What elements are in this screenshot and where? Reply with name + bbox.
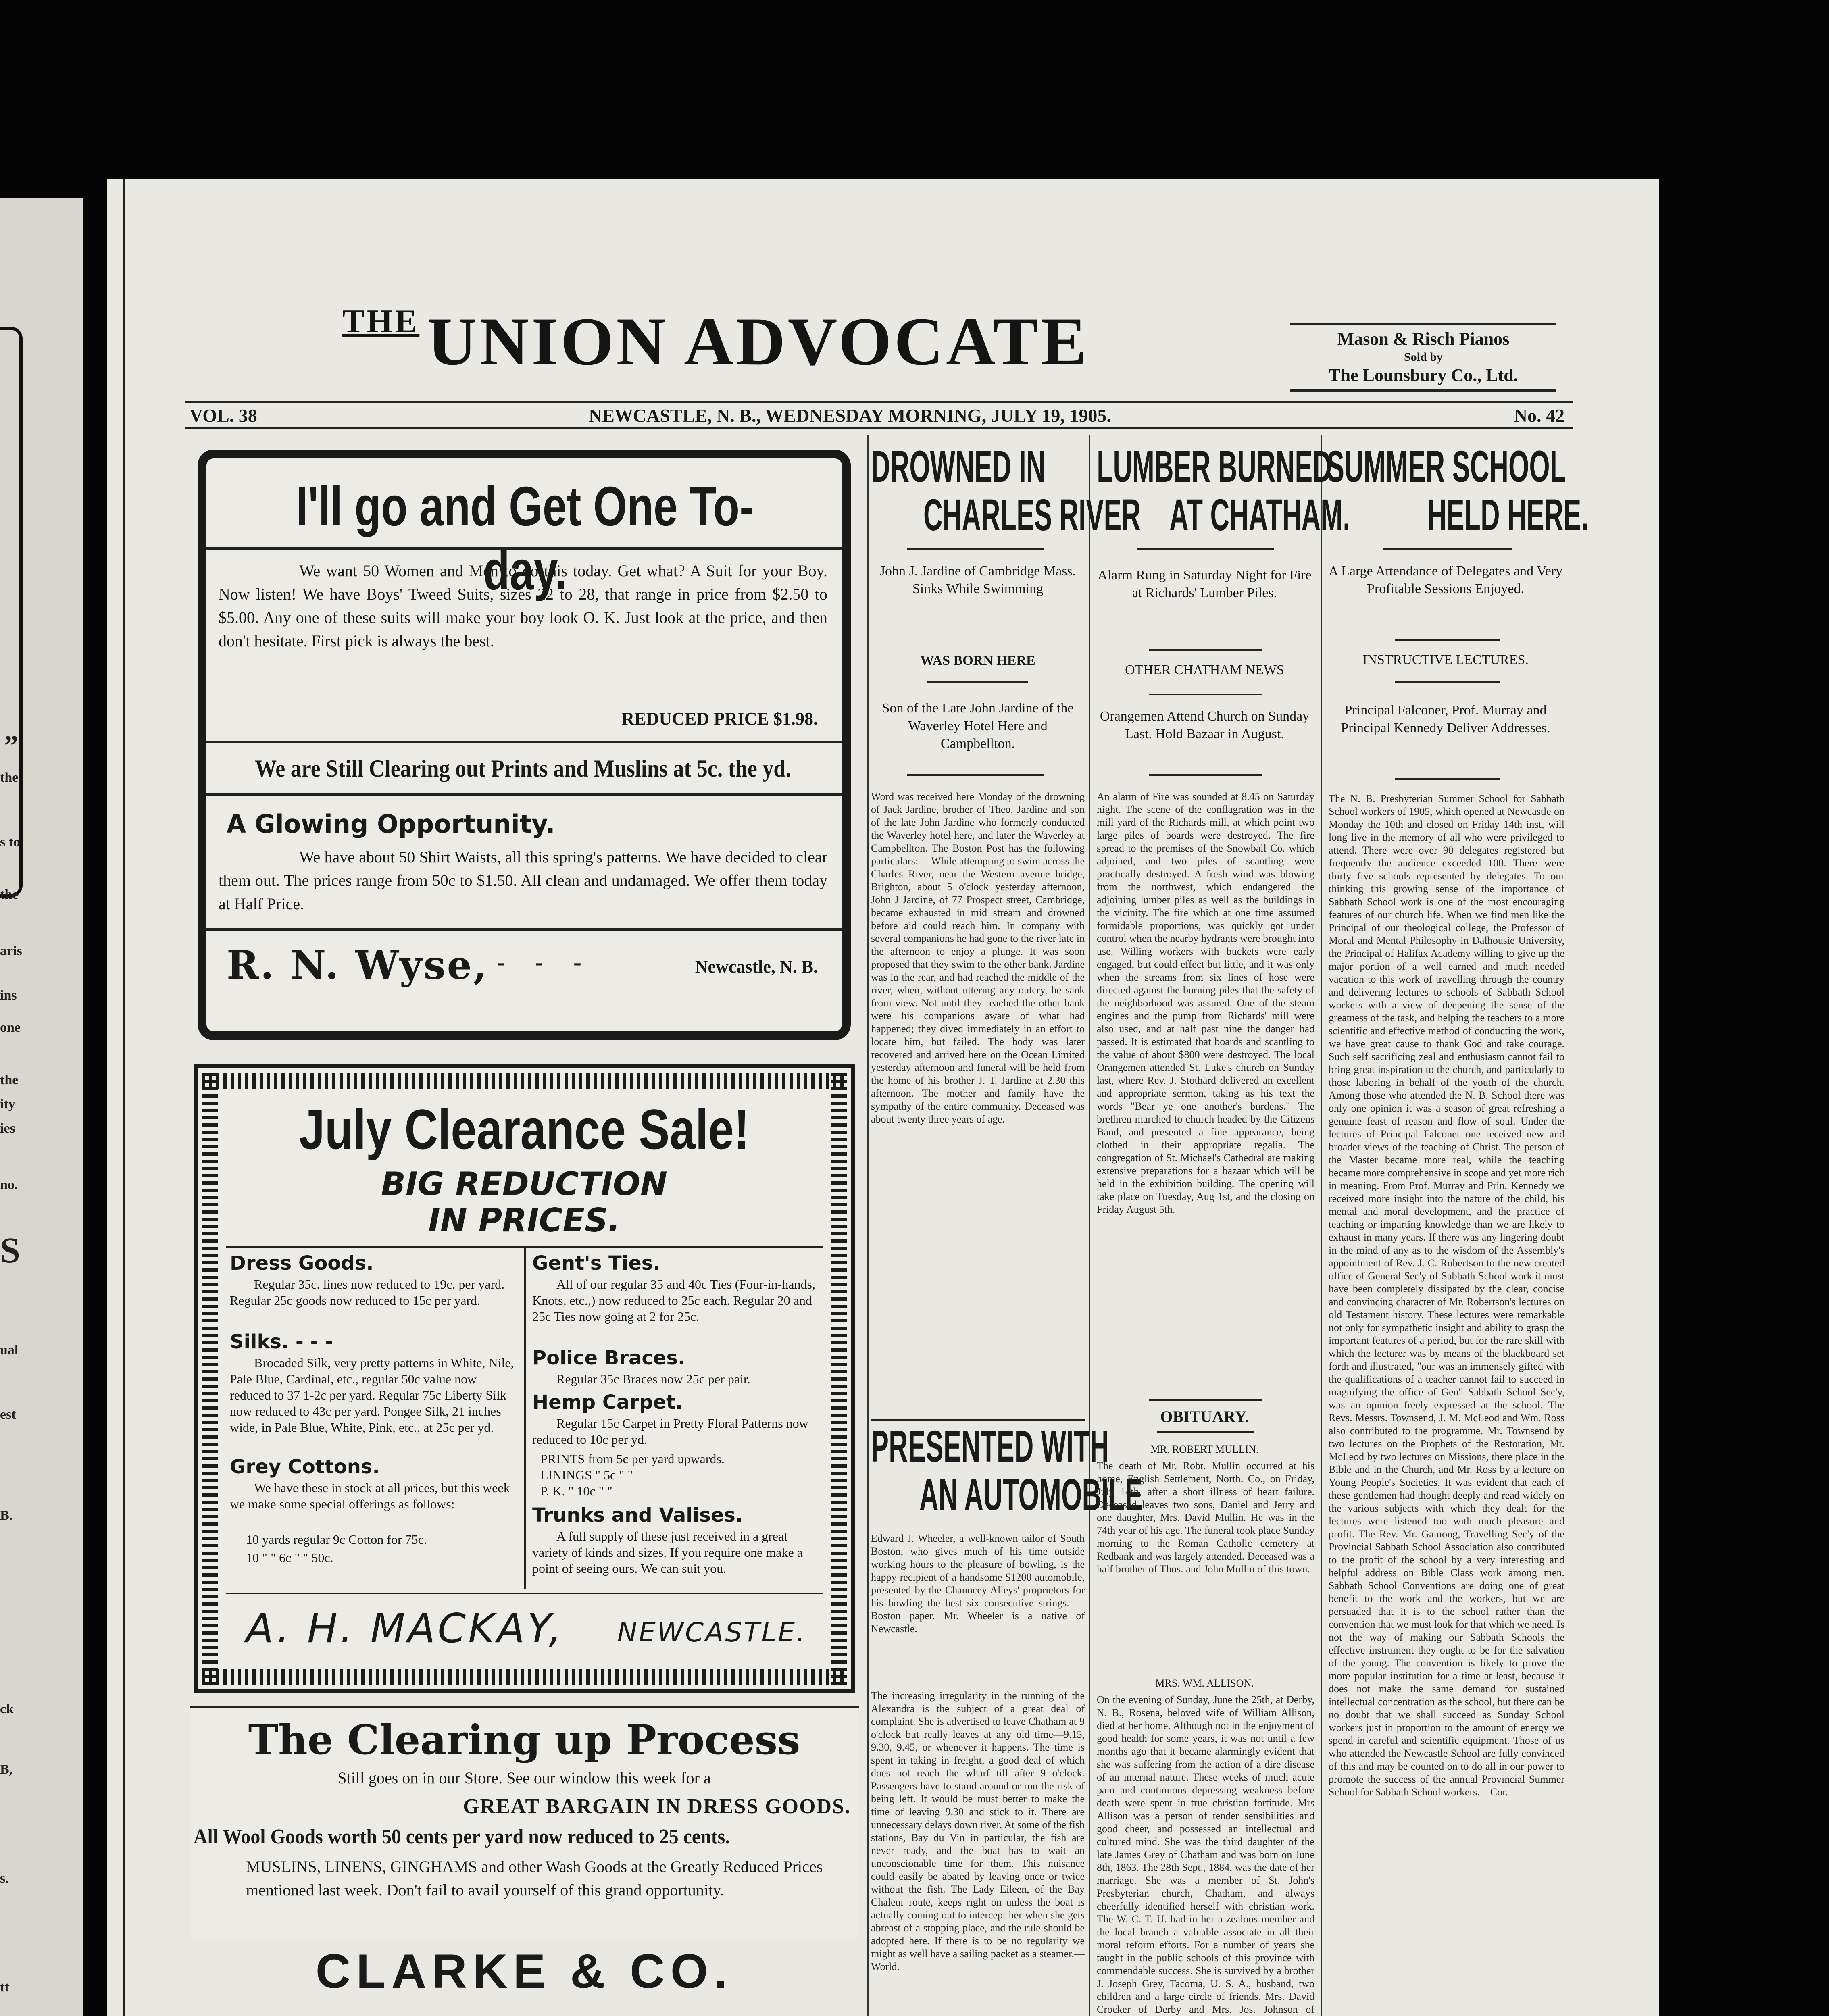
col3-body: The N. B. Presbyterian Summer School for Sabbath School workers of 1905, which opened at Newcastle on Monday the 10th and closed on Friday 14th inst, will long live in the memory of all who were privileged to attend. There were over 90 delegates registered but frequently the audience exceeded 100. There were thirty five schools represented by delegates. To our thinking this growing sense of the importance of Sabbath School work is one of the most encouraging features of our church life. When we find men like the Principal of our theological college, the Professor of Moral and Mental Philosophy in Dalhousie University, the Principal of Halifax Academy willing to give up the major portion of a well earned and much needed vacation to this work of travelling through the country and delivering lectures to schools of Sabbath School workers with a view of deepening the sense of the greatness of the task, and helping the teachers to a more scientific and effective method of conducting the work, we have great cause to thank God and take courage. Such self sacrificing zeal and enthusiasm cannot fail to bring great inspiration to the church, and particularly to those laboring in behalf of the youth of the church. Among those who attended the N. B. School there was only one opinion it was a season of great refreshing a genuine feast of reason and flow of soul. Under the lectures of Principal Falconer one received new and broader views of the teaching of Christ. The person of the Master became more real, while the teaching became more comprehensive in scope and yet more rich in meaning. From Prof. Murray and Prin. Kennedy we received more insight into the nature of the child, his mental and moral development, and the practice of teaching or imparting knowledge than we are likely to exhaust in many years. If there was any lingering doubt in the mind of any as to the wisdom of the Assembly's appointment of Rev. J. C. Robertson to the new created office of General Sec'y of Sabbath School work it must have been completely dissipated by the clear, concise and convincing character of Mr. Robertson's lectures on old Testament history. These lectures were remarkable not only for sympathetic insight and ability to grasp the important features of a period, but for the rare skill with which the lecturer was by means of the blackboard set forth and illustrated, "our was an immensely gifted with the qualifications of a teacher cannot fail to succeed in magnifying the office of Gen'l Sabbath School Sec'y, was an opinion freely expressed at the school. The Revs. Messrs. Townsend, J. M. McLeod and Wm. Ross also contributed to the programme. Mr. Townsend by two lectures on the Prophets of the Restoration, Mr. McLeod by two lectures on Missions, there place in the Bible and in the Church, and Mr. Ross by a lecture on Young People's Societies. It was evident that each of these gentlemen had thought deeply and read widely on the various subjects with which they dealt for the lectures were listened too with much pleasure and profit. The Rev. Mr. Gamong, Travelling Sec'y of the Provincial Sabbath School Association also contributed to the profit of the school by a very interesting and helpful address on Bible Class work among men. Sabbath School Conventions are doing one of great benefit to the work and the workers, but we are persuaded that it is to the school rather than the convention that we must look for that which we need. Is not the way of making our Sabbath Schools the effective instrument they ought to be for the salvation of the young. The convention is likely to prove the more popular institution for a time at least, because it does not make the same demand for sustained intellectual concentration as the school, but there can be no doubt that we shall succeed as Sunday School workers just in proportion to the amount of energy we spend in careful and scientific equipment. Those of us who attended the Newcastle School are fully convinced of this and may be counted on to do all in our power to promote the success of the annual Provincial Summer School for Sabbath School workers.—Cor. — [1329, 793, 1564, 1798]
divider — [1395, 778, 1500, 780]
col1-body: Word was received here Monday of the drowning of Jack Jardine, brother of Theo. Jardine and son of the late John Jardine who formerly conducted the Waverley hotel here, and later the Waverley at Campbellton. The Boston Post has the following particulars:— While attempting to swim across the Charles River, near the Western avenue bridge, Brighton, about 5 o'clock yesterday afternoon, John J Jardine, of 77 Prospect street, Cambridge, became exhausted in mid stream and drowned before aid could reach him. In company with several companions he had gone to the river late in the afternoon to enjoy a plunge. It was soon proposed that they swim to the other bank. Jardine was in the rear, and had reached the middle of the river, when, without uttering any outcry, he sank from view. Not until they reached the other bank were his companions aware of what had happened; they dived immediately in an effort to locate him, but failed. The body was later recovered and arrived here on the Ocean Limited yesterday afternoon and funeral will be held from the home of his brother J. T. Jardine at 2.30 this afternoon. The mother and family have the sympathy of the entire community. Deceased was about twenty three years of age. — [871, 791, 1085, 1125]
col2-head-2: AT CHATHAM. — [1169, 490, 1350, 540]
dress-goods-body: Regular 35c. lines now reduced to 19c. per yard. Regular 25c goods now reduced to 15c per yard. — [230, 1277, 505, 1308]
edge-fragment: the — [0, 770, 19, 785]
col3-head-1: SUMMER SCHOOL — [1327, 442, 1566, 492]
hemp-body: Regular 15c Carpet in Pretty Floral Patterns now reduced to 10c per yd. — [532, 1416, 808, 1447]
ornamental-border — [202, 1073, 847, 1089]
divider — [1383, 548, 1512, 550]
mackay-ad — [194, 1064, 855, 1693]
col2-head-1: LUMBER BURNED — [1097, 442, 1332, 492]
edge-fragment: ck — [0, 1702, 14, 1716]
hemp-head: Hemp Carpet. — [532, 1391, 683, 1414]
edge-fragment: ins — [0, 988, 17, 1003]
mackay-sub-2: IN PRICES. — [428, 1202, 620, 1239]
clarke-line-4: MUSLINS, LINENS, GINGHAMS and other Wash Goods at the Greatly Reduced Prices mentioned last week. Don't fail to avail yourself of this grand opportunity. — [246, 1858, 823, 1899]
wyse-opportunity-head: A Glowing Opportunity. — [227, 809, 555, 839]
edge-fragment: est — [0, 1407, 16, 1422]
volume: VOL. 38 — [190, 405, 257, 426]
trunks-body: A full supply of these just received in a great variety of kinds and sizes. If you require one make a point of seeing ours. We can suit you. — [532, 1529, 803, 1576]
wyse-clearing: We are Still Clearing out Prints and Muslins at 5c. the yd. — [255, 755, 791, 782]
pk-line: P. K. " 10c " " — [540, 1484, 612, 1498]
divider — [206, 793, 842, 796]
wyse-town: Newcastle, N. B. — [695, 957, 818, 977]
divider — [1149, 694, 1262, 695]
masthead-the: THE — [342, 303, 420, 339]
place-date: NEWCASTLE, N. B., WEDNESDAY MORNING, JULY 19, 1905. — [589, 405, 1111, 426]
prints-line: PRINTS from 5c per yard upwards. — [540, 1452, 725, 1466]
col2-deck-1: Alarm Rung in Saturday Night for Fire at Richards' Lumber Piles. — [1098, 568, 1312, 600]
clarke-firm: CLARKE & CO. — [315, 1944, 733, 1998]
divider — [226, 1593, 823, 1594]
col3-deck-3: Principal Falconer, Prof. Murray and Principal Kennedy Deliver Addresses. — [1341, 703, 1550, 735]
col2-body: An alarm of Fire was sounded at 8.45 on Saturday night. The scene of the conflagration was in the mill yard of the Richards mill, at which point two large piles of boards were destroyed. The fire spread to the premises of the Snowball Co. which adjoined, and two piles of scantling were practically destroyed. A fresh wind was blowing from the northwest, which endangered the adjoining lumber piles as well as the buildings in the vicinity. The fire which at one time assumed formidable proportions, was quickly got under control when the nearby hydrants were brought into use. Willing workers with buckets were early engaged, but could effect but little, and it was only when the streams from six lines of hose were directed against the burning piles that the safety of the neighborhood was assured. One of the steam engines and the pump from Richards' mill were also used, and at half past nine the danger had passed. It is estimated that boards and scantling to the value of about $800 were destroyed. The local Orangemen attended St. Luke's church on Sunday last, where Rev. J. Stothard delivered an excellent and appropriate sermon, taking as his text the words "Bear ye one another's burdens." The brethren marched to church headed by the Citizens Band, and presented a fine appearance, being clothed in their appropriate regalia. The congregation of St. Michael's Cathedral are making extensive preparations for a bazaar which will be held in the exhibition building. The opening will take place on Tuesday, Aug 1st, and the closing on Friday August 5th. — [1097, 791, 1314, 1215]
piano-ad — [1290, 323, 1556, 392]
divider — [907, 774, 1044, 776]
wyse-opportunity-body: We have about 50 Shirt Waists, all this spring's patterns. We have decided to clear them out. The prices range from 50c to $1.50. All clean and undamaged. We offer them today at Half Price. — [219, 848, 827, 913]
edge-fragment: S — [0, 1231, 21, 1270]
ornamental-border — [202, 1669, 847, 1685]
wyse-ad — [198, 450, 851, 1040]
clarke-line-3: All Wool Goods worth 50 cents per yard now reduced to 25 cents. — [194, 1825, 730, 1848]
wyse-headline: I'll go and Get One To-day. — [296, 475, 754, 602]
mullin-body: The death of Mr. Robt. Mullin occurred at his home, English Settlement, North. Co., on Friday, July 14th, after a short illness of heart failure. Deceased leaves two sons, Daniel and Jerry and one daughter, Mrs. David Mullin. He was in the 74th year of his age. The funeral took place Sunday morning to the Roman Catholic cemetery at Redbank and was largely attended. Deceased was a half brother of Thos. and John Mullin of this town. — [1097, 1460, 1314, 1575]
col1-head-1: DROWNED IN — [871, 442, 1046, 492]
edge-fragment: B. — [0, 1508, 13, 1523]
issue-number: No. 42 — [1514, 405, 1564, 426]
clarke-headline: The Clearing up Process — [248, 1716, 800, 1764]
edge-fragment: s to — [0, 835, 21, 850]
allison-head: MRS. WM. ALLISON. — [1155, 1677, 1254, 1689]
allison-body: On the evening of Sunday, June the 25th, at Derby, N. B., Rosena, beloved wife of William Allison, died at her home. Although not in the enjoyment of good health for some years, it was not until a few months ago that it became alarmingly evident that she was suffering from the action of a dire disease of an internal nature. These weeks of much acute pain and continuous depressing weakness before death were spent in true christian fortitude. Mrs Allison was a person of tender sensibilities and good cheer, and possessed an intellectual and cultured mind. She was the third daughter of the late James Grey of Chatham and was born on June 8th, 1863. The 28th Sept., 1884, was the date of her marriage. She was a member of St. John's Presbyterian church, Chatham, and always cheerfully identified herself with christian work. The W. C. T. U. had in her a zealous member and the local branch a valuable associate in all their moral reform efforts. For a number of years she taught in the public schools of this province with commendable success. She is survived by a brother J. Joseph Grey, Tacoma, U. S. A., husband, two children and a large circle of friends. Mrs. David Crocker of Derby and Mrs. Jos. Johnson of — [1097, 1694, 1314, 2015]
trunks-head: Trunks and Valises. — [532, 1504, 743, 1527]
piano-line-1: Mason & Risch Pianos — [1337, 329, 1510, 349]
piano-line-3: The Lounsbury Co., Ltd. — [1329, 365, 1518, 385]
grey-cottons-line-1: 10 yards regular 9c Cotton for 75c. — [246, 1532, 427, 1547]
silks-head: Silks. - - - — [230, 1331, 333, 1353]
edge-fragment: ” — [4, 730, 18, 761]
col3-deck-2: INSTRUCTIVE LECTURES. — [1362, 652, 1529, 667]
adjacent-ad-border — [0, 327, 23, 898]
divider — [1137, 548, 1274, 550]
ornamental-border — [831, 1073, 847, 1685]
divider — [907, 548, 1044, 550]
divider — [206, 928, 842, 931]
linings-line: LININGS " 5c " " — [540, 1468, 633, 1482]
col1-body-3: The increasing irregularity in the running of the Alexandra is the subject of a great deal of complaint. She is advertised to leave Chatham at 9 o'clock but really leaves at any old time—9.15, 9.30, 9.45, or whenever it happens. The time is spent in taking in freight, a good deal of which does not reach the wharf till after 9 o'clock. Passengers have to stand around or run the risk of being left. It would be must better to make the time of leaving 9.30 and stick to it. There are unnecessary delays down river. At some of the fish stations, Bay du Vin in particular, the fish are never ready, and the boat has to wait an unconscionable time for them. This nuisance could easily be abated by leaving once or twice without the fish. The Lady Eileen, of the Bay Chaleur route, keeps right on unless the boat is actually coming out to intercept her when she gets abreast of a stopping place, and the rule should be adopted here. If there is to be no regularity we might as well have a sailing packet as a steamer.—World. — [871, 1690, 1085, 1972]
col2-deck-3: Orangemen Attend Church on Sunday Last. Hold Bazaar in August. — [1100, 709, 1310, 741]
col1-body-2: Edward J. Wheeler, a well-known tailor of South Boston, who gives much of his time outside working hours to the pleasure of bowling, is the happy recipient of a handsome $1200 automobile, presented by the Chauncey Alleys' proprietors for his bowling the best six consecutive strings. —Boston paper. Mr. Wheeler is a native of Newcastle. — [871, 1533, 1085, 1635]
divider — [871, 1419, 1085, 1421]
mullin-head: MR. ROBERT MULLIN. — [1150, 1443, 1259, 1455]
grey-cottons-head: Grey Cottons. — [230, 1456, 380, 1478]
edge-fragment: tt — [0, 1980, 9, 1995]
piano-line-2: Sold by — [1404, 350, 1443, 364]
edge-fragment: aris — [0, 943, 22, 958]
obituary-head: OBITUARY. — [1160, 1408, 1249, 1426]
col3-head-2: HELD HERE. — [1427, 490, 1589, 540]
grey-cottons-line-2: 10 " " 6c " " 50c. — [246, 1550, 333, 1565]
binding-line — [123, 179, 125, 2016]
col1-head-4: AN AUTOMOBILE — [919, 1470, 1143, 1520]
braces-body: Regular 35c Braces now 25c per pair. — [556, 1372, 750, 1386]
mackay-town: NEWCASTLE. — [617, 1617, 806, 1648]
col1-head-3: PRESENTED WITH — [871, 1422, 1109, 1471]
ties-body: All of our regular 35 and 40c Ties (Four-in-hands, Knots, etc.,) now reduced to 25c each. Regular 20 and 25c Ties now going at 2 for 25c. — [532, 1277, 815, 1324]
divider — [927, 681, 1028, 683]
edge-fragment: B, — [0, 1762, 13, 1777]
wyse-firm: R. N. Wyse, — [227, 942, 489, 988]
edge-fragment: the — [0, 887, 19, 902]
wyse-body: We want 50 Women and Men to do this today. Get what? A Suit for your Boy. Now listen! We have Boys' Tweed Suits, sizes 22 to 28, that range in price from $2.50 to $5.00. Any one of these suits will make your boy look O. K. Just look at the price, and then don't hesitate. First pick is always the best. — [219, 562, 827, 650]
edge-fragment: ity — [0, 1097, 15, 1112]
divider — [1149, 1399, 1262, 1401]
divider — [1157, 1431, 1254, 1433]
ties-head: Gent's Ties. — [532, 1252, 660, 1275]
col1-deck-1: John J. Jardine of Cambridge Mass. Sinks While Swimming — [879, 564, 1076, 596]
mackay-sub-1: BIG REDUCTION — [381, 1165, 667, 1203]
mackay-headline: July Clearance Sale! — [299, 1098, 750, 1161]
divider — [1395, 639, 1500, 641]
edge-fragment: s. — [0, 1871, 9, 1886]
masthead-title: UNION ADVOCATE — [427, 304, 1089, 379]
wyse-dashes: - - - — [497, 949, 594, 975]
column-rule — [1089, 435, 1090, 2016]
braces-head: Police Braces. — [532, 1347, 685, 1369]
divider — [1395, 681, 1500, 683]
edge-fragment: ual — [0, 1343, 19, 1358]
clarke-ad — [190, 1706, 859, 1939]
edge-fragment: one — [0, 1020, 21, 1035]
col1-deck-3: Son of the Late John Jardine of the Waverley Hotel Here and Campbellton. — [882, 701, 1074, 751]
mackay-firm: A. H. MACKAY, — [246, 1605, 565, 1652]
adjacent-page-edge — [0, 198, 83, 2016]
col1-head-2: CHARLES RIVER — [923, 490, 1141, 540]
col3-deck-1: A Large Attendance of Delegates and Very Profitable Sessions Enjoyed. — [1328, 564, 1563, 596]
masthead — [183, 302, 1248, 381]
ornamental-border — [202, 1073, 218, 1685]
edge-fragment: ies — [0, 1121, 15, 1136]
column-rule — [1321, 435, 1322, 2016]
grey-cottons-body: We have these in stock at all prices, but this week we make some special offerings as follows: — [230, 1481, 510, 1511]
divider — [1149, 649, 1262, 651]
column-rule — [867, 435, 869, 2016]
clarke-line-1: Still goes on in our Store. See our window this week for a — [337, 1769, 711, 1787]
col2-deck-2: OTHER CHATHAM NEWS — [1125, 662, 1284, 677]
col1-deck-2: WAS BORN HERE — [920, 653, 1035, 668]
edge-fragment: no. — [0, 1177, 18, 1192]
edge-fragment: the — [0, 1073, 19, 1087]
divider — [206, 741, 842, 743]
clarke-line-2: GREAT BARGAIN IN DRESS GOODS. — [463, 1795, 851, 1818]
divider — [1149, 774, 1262, 776]
silks-body: Brocaded Silk, very pretty patterns in White, Nile, Pale Blue, Cardinal, etc., regular 50c value now reduced to 37 1-2c per yard. Regular 75c Liberty Silk now reduced to 43c per yard. Pongee Silk, 21 inches wide, in Pale Blue, White, Pink, etc., at 25c per yd. — [230, 1356, 514, 1435]
dress-goods-head: Dress Goods. — [230, 1252, 374, 1275]
divider — [206, 547, 842, 550]
dateline — [185, 401, 1573, 429]
column-divider — [524, 1246, 526, 1589]
wyse-reduced-price: REDUCED PRICE $1.98. — [621, 709, 818, 729]
